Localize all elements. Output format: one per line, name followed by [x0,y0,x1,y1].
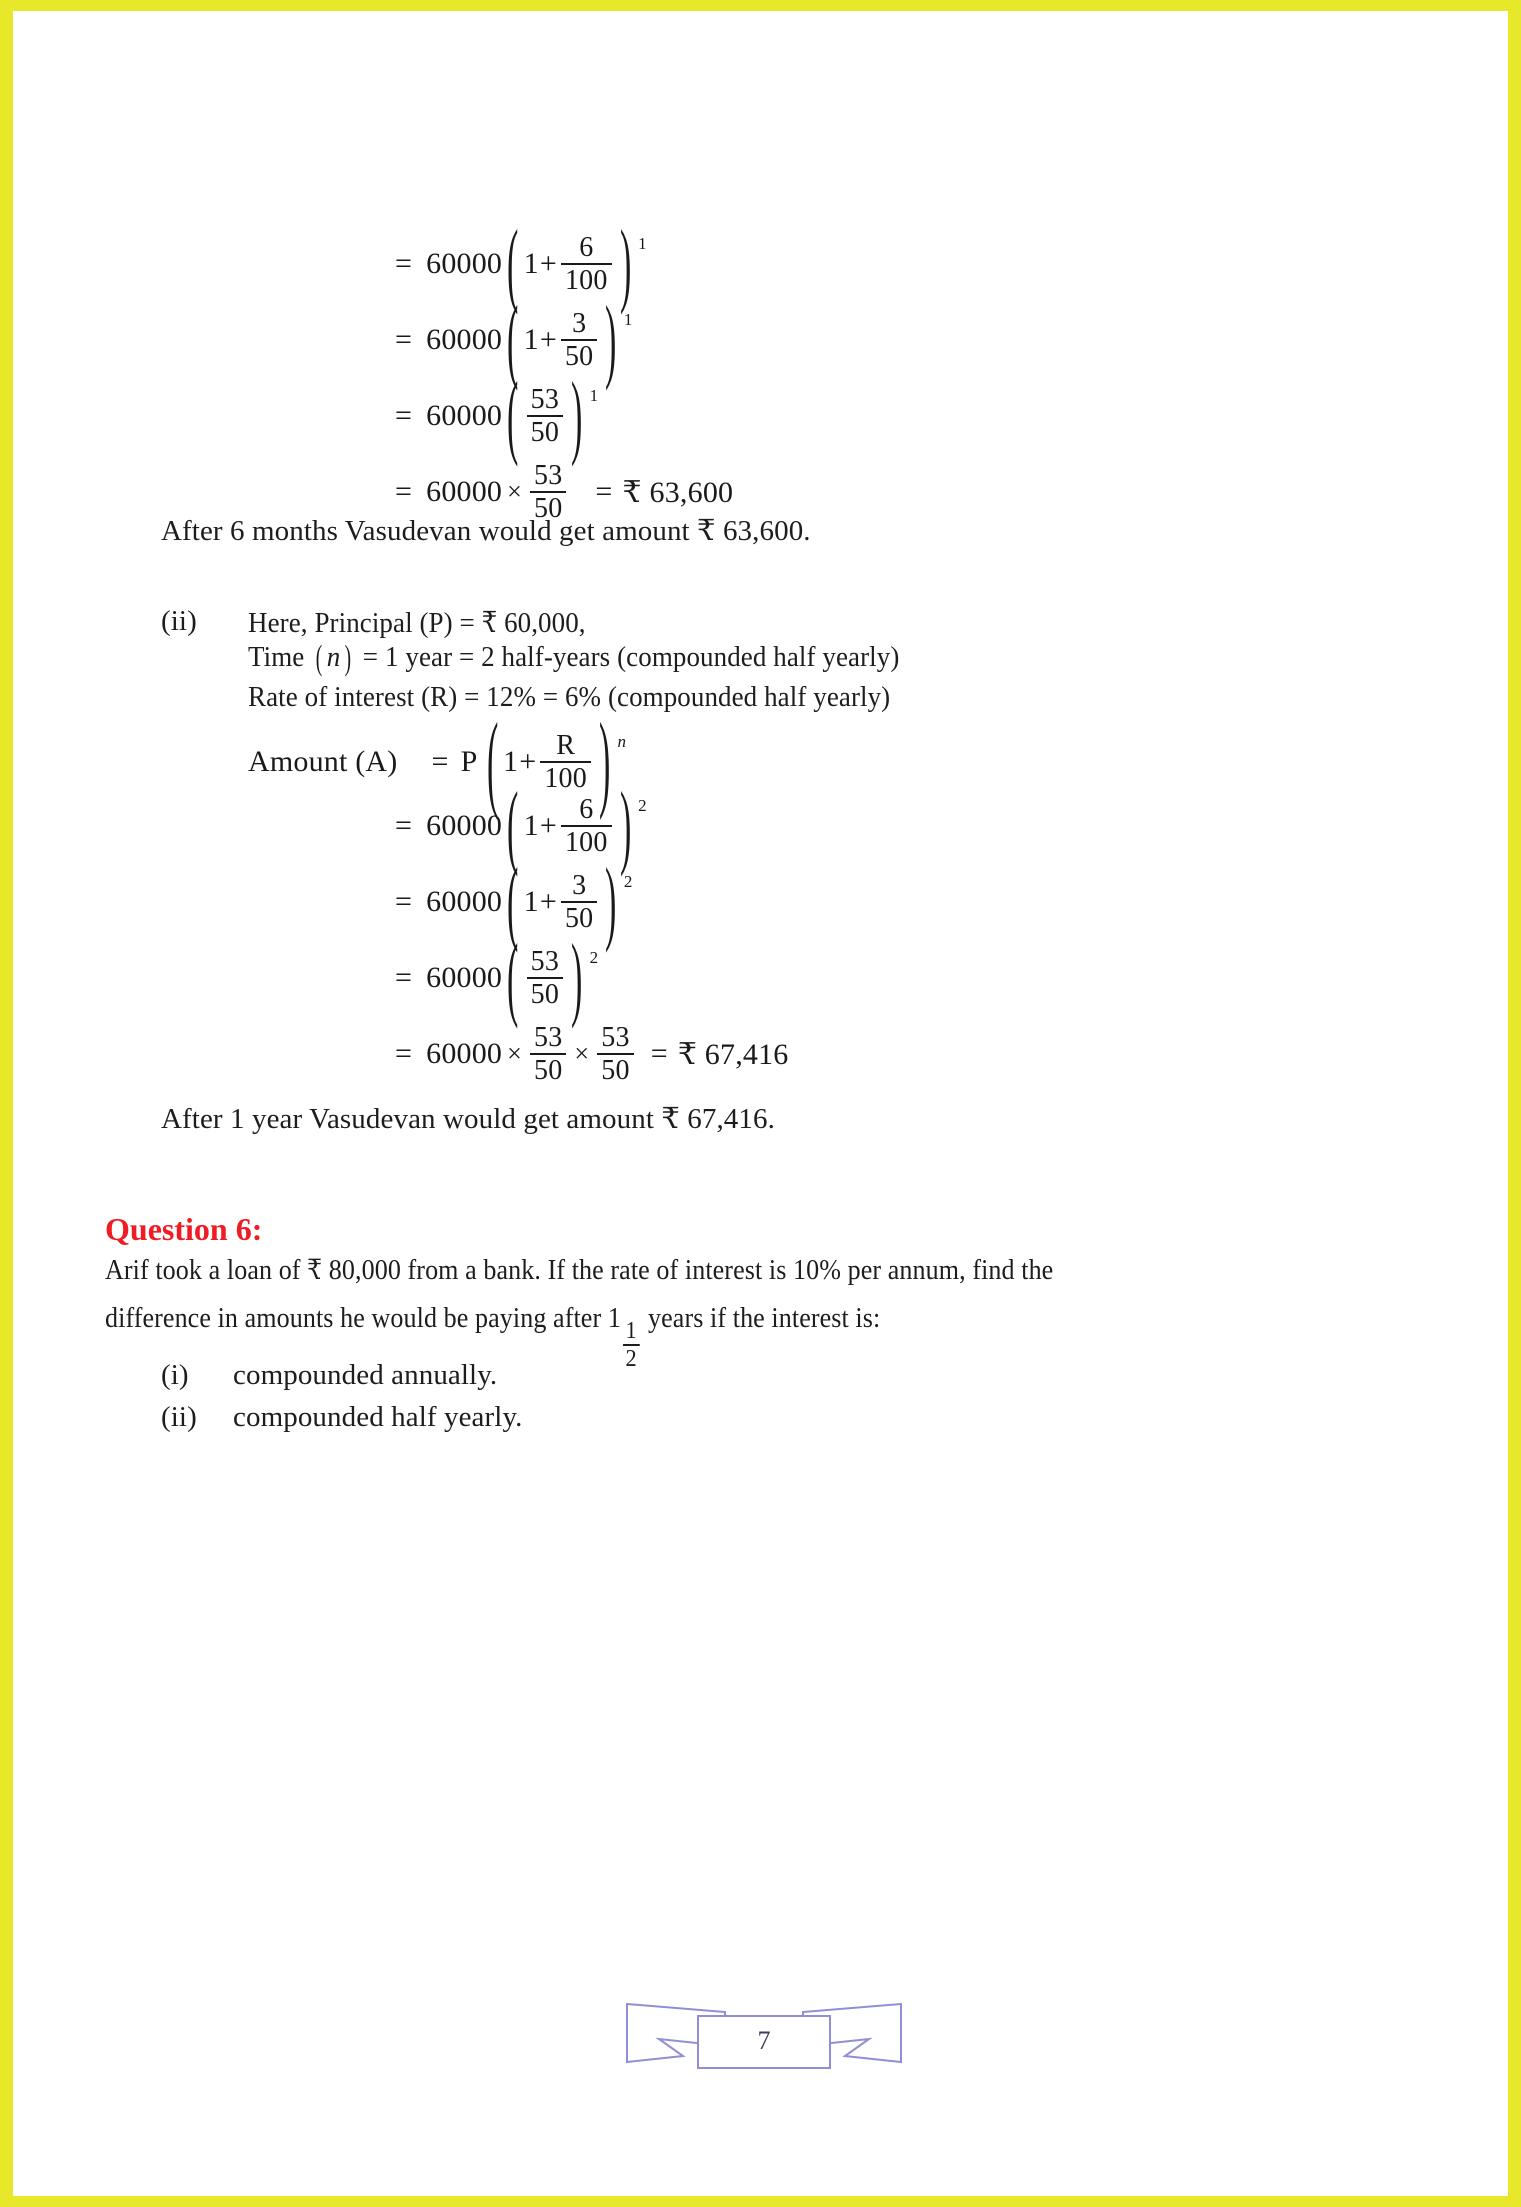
fraction [530,1023,566,1085]
whole-part: 1 [607,1303,621,1334]
exponent: 1 [623,310,633,330]
plus-sign: + [519,745,537,779]
open-paren: ( [507,362,519,468]
exponent: 1 [589,386,599,406]
numerator: 53 [601,1022,630,1053]
numerator: 1 [625,1317,637,1344]
fraction [597,1023,633,1085]
equals-sign: = [395,1037,413,1071]
multiplication-sign: × [507,477,522,507]
numerator: 53 [534,460,563,491]
one: 1 [523,323,539,357]
given-time-pre: Time [248,641,305,673]
option-ii-marker: (ii) [161,1401,197,1433]
close-paren: ) [605,848,617,954]
numerator: 3 [572,308,587,339]
given-rate: Rate of interest (R) = 12% = 6% (compounded half yearly) [248,681,891,713]
equals-sign: = [395,885,413,919]
numerator: 3 [572,870,587,901]
page-number-text: 7 [757,2026,771,2055]
part-ii-marker: (ii) [161,605,197,637]
coefficient: 60000 [426,247,503,281]
numerator: 6 [579,794,594,825]
close-paren: ) [605,286,617,392]
open-paren: ( [507,772,519,878]
plus-sign: + [539,247,557,281]
option-ii-text: compounded half yearly. [233,1401,523,1433]
denominator: 50 [534,1055,563,1087]
denominator: 50 [564,903,594,935]
given-principal: Here, Principal (P) = ₹ 60,000, [248,607,586,639]
equals-sign: = [431,745,449,779]
question-6-line-2-pre: difference in amounts he would be paying after [105,1303,602,1334]
page-number-ribbon [621,1994,907,2074]
open-paren: ( [486,700,499,822]
equation-ii-3 [395,924,599,1030]
equals-sign: = [395,323,413,357]
coefficient: 60000 [426,399,503,433]
exponent: 2 [589,948,599,968]
equals-sign: = [395,399,413,433]
fraction [561,233,612,295]
exponent: 2 [623,872,633,892]
result-value: ₹ 63,600 [622,475,734,509]
denominator: 50 [530,417,560,449]
open-paren: ( [315,637,323,677]
conclusion-part-ii: After 1 year Vasudevan would get amount ₹ 67,416. [161,1103,775,1135]
denominator: 50 [564,341,594,373]
one: 1 [503,745,519,779]
denominator: 50 [530,979,560,1011]
document-page [13,11,1508,2196]
question-6-line-2-post: years if the interest is: [648,1303,881,1334]
question-6-heading: Question 6: [105,1211,263,1247]
principal-symbol: P [460,745,478,779]
amount-formula [248,700,627,822]
coefficient: 60000 [426,475,503,509]
coefficient: 60000 [426,885,503,919]
fraction [527,385,563,447]
equals-sign: = [395,475,413,509]
plus-sign: + [539,809,557,843]
variable-n: n [326,641,341,673]
numerator: 6 [579,232,594,263]
close-paren: ) [571,362,583,468]
close-paren: ) [571,924,583,1030]
equals-sign: = [395,247,413,281]
amount-label: Amount (A) [248,745,398,779]
equation-i-3 [395,362,599,468]
numerator: R [556,730,576,761]
plus-sign: + [539,323,557,357]
open-paren: ( [507,210,519,316]
equals-sign: = [395,809,413,843]
denominator: 2 [625,1345,637,1372]
fraction [561,795,612,857]
exponent: n [617,732,627,752]
denominator: 50 [601,1055,630,1087]
option-i-text: compounded annually. [233,1359,498,1391]
coefficient: 60000 [426,323,503,357]
open-paren: ( [507,924,519,1030]
numerator: 53 [530,384,560,415]
result-equals: = [595,475,613,509]
close-paren: ) [619,772,632,878]
exponent: 2 [638,796,647,816]
mixed-number [607,1303,648,1372]
denominator: 100 [564,265,608,297]
fraction [623,1319,640,1371]
given-time-post: = 1 year = 2 half-years (compounded half yearly) [362,641,900,673]
denominator: 100 [564,827,608,859]
conclusion-part-i: After 6 months Vasudevan would get amount ₹ 63,600. [161,515,811,547]
exponent: 1 [638,234,647,254]
one: 1 [523,885,539,919]
result-value: ₹ 67,416 [677,1037,789,1071]
denominator: 50 [534,493,563,525]
coefficient: 60000 [426,809,503,843]
equals-sign: = [395,961,413,995]
coefficient: 60000 [426,1037,503,1071]
one: 1 [523,809,539,843]
equation-ii-4 [395,1023,789,1085]
option-i-marker: (i) [161,1359,189,1391]
one: 1 [523,247,539,281]
close-paren: ) [619,210,632,316]
open-paren: ( [507,286,519,392]
numerator: 53 [530,946,560,977]
question-6-line-1: Arif took a loan of ₹ 80,000 from a bank. If the rate of interest is 10% per annum, find the [105,1255,1054,1286]
fraction [540,731,591,793]
denominator: 100 [544,763,587,795]
multiplication-sign: × [574,1039,590,1069]
close-paren: ) [344,637,352,677]
multiplication-sign: × [507,1039,522,1069]
plus-sign: + [539,885,557,919]
coefficient: 60000 [426,961,503,995]
given-time [248,637,900,677]
numerator: 53 [534,1022,563,1053]
result-equals: = [650,1037,668,1071]
fraction [527,947,563,1009]
open-paren: ( [507,848,519,954]
close-paren: ) [598,700,611,822]
